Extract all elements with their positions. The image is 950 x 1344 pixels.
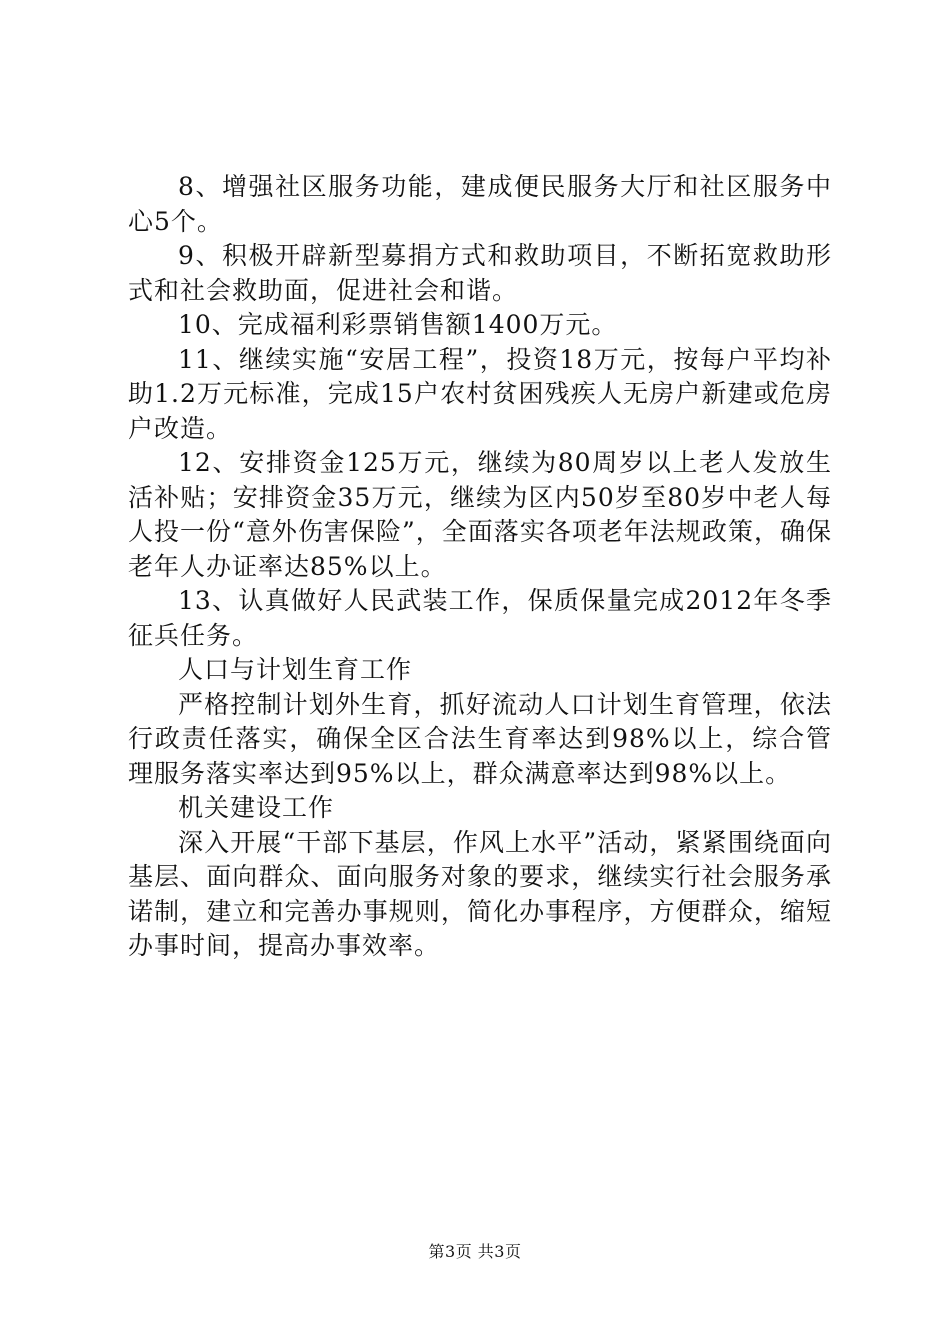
paragraph-organization: 深入开展“干部下基层，作风上水平”活动，紧紧围绕面向基层、面向群众、面向服务对象的要求，继续实行社会服务承诺制，建立和完善办事规则，简化办事程序，方便群众，缩短办事时间，提高办事效率。 — [128, 827, 832, 960]
document-body — [128, 170, 832, 964]
paragraph-item-9: 9、积极开辟新型募捐方式和救助项目，不断拓宽救助形式和社会救助面，促进社会和谐。 — [128, 241, 832, 305]
paragraph-item-13: 13、认真做好人民武装工作，保质保量完成2012年冬季征兵任务。 — [128, 586, 832, 650]
paragraph-item-11: 11、继续实施“安居工程”，投资18万元，按每户平均补助1.2万元标准，完成15户农村贫困残疾人无房户新建或危房户改造。 — [128, 344, 832, 443]
paragraph-item-8: 8、增强社区服务功能，建成便民服务大厅和社区服务中心5个。 — [128, 172, 832, 236]
page-footer — [0, 1242, 950, 1262]
page-number: 第3页 共3页 — [428, 1242, 522, 1261]
paragraph-item-10: 10、完成福利彩票销售额1400万元。 — [178, 310, 618, 339]
paragraph-item-12: 12、安排资金125万元，继续为80周岁以上老人发放生活补贴；安排资金35万元，继续为区内50岁至80岁中老人每人投一份“意外伤害保险”，全面落实各项老年法规政策，确保老年人办证率达85%以上。 — [128, 448, 832, 581]
section-heading-population: 人口与计划生育工作 — [178, 655, 413, 684]
section-heading-organization: 机关建设工作 — [178, 793, 335, 822]
paragraph-population: 严格控制计划外生育，抓好流动人口计划生育管理，依法行政责任落实，确保全区合法生育率达到98%以上，综合管理服务落实率达到95%以上，群众满意率达到98%以上。 — [128, 689, 832, 788]
